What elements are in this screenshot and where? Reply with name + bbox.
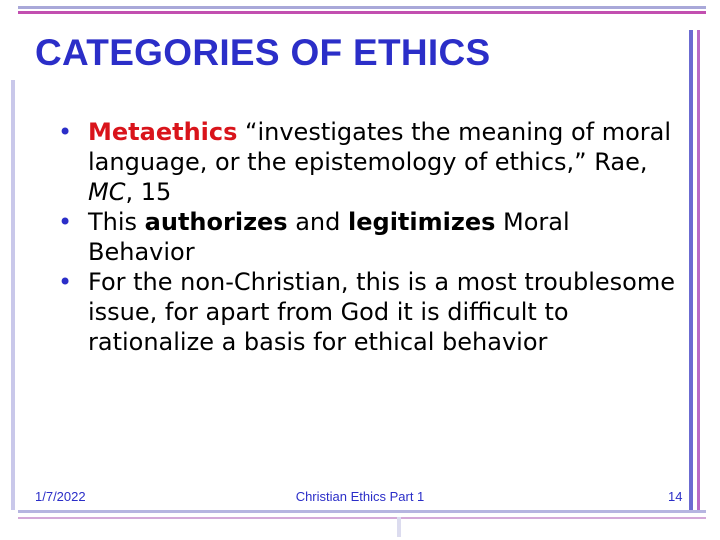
right-accent-line [697, 30, 700, 510]
authorizes-term: authorizes [144, 208, 288, 236]
top-accent-line [18, 11, 706, 14]
metaethics-term: Metaethics [88, 118, 238, 146]
footer-page-number: 14 [668, 489, 683, 504]
source-abbrev: MC [88, 178, 126, 206]
bullet-icon: • [58, 208, 73, 236]
bullet-icon: • [58, 268, 73, 296]
bottom-notch [397, 517, 401, 537]
metaethics-definition: “investigates the meaning of moral language, or the epistemology of ethics,” Rae, [88, 118, 672, 176]
bullet-item-non-christian [55, 267, 675, 357]
slide-title: CATEGORIES OF ETHICS [35, 32, 491, 73]
bottom-border-line [18, 510, 706, 513]
bullet-item-authorizes [55, 207, 675, 267]
source-page: , 15 [125, 178, 172, 206]
bullet-item-metaethics [55, 117, 675, 207]
bullet-text: and [287, 208, 349, 236]
footer-title: Christian Ethics Part 1 [295, 489, 425, 504]
right-border-line [689, 30, 693, 510]
top-border-line [18, 6, 706, 9]
bullet-text: For the non-Christian, this is a most troublesome issue, for apart from God it is difficult to rationalize a basis for ethical behavior [88, 268, 675, 356]
legitimizes-term: legitimizes [348, 208, 496, 236]
left-border-line [11, 80, 15, 510]
bottom-accent-line [18, 517, 706, 519]
bullet-text: Moral Behavior [88, 208, 570, 266]
bullet-text: This [88, 208, 145, 236]
bullet-icon: • [58, 118, 73, 146]
footer-date: 1/7/2022 [35, 489, 86, 504]
bullet-list [55, 117, 675, 357]
